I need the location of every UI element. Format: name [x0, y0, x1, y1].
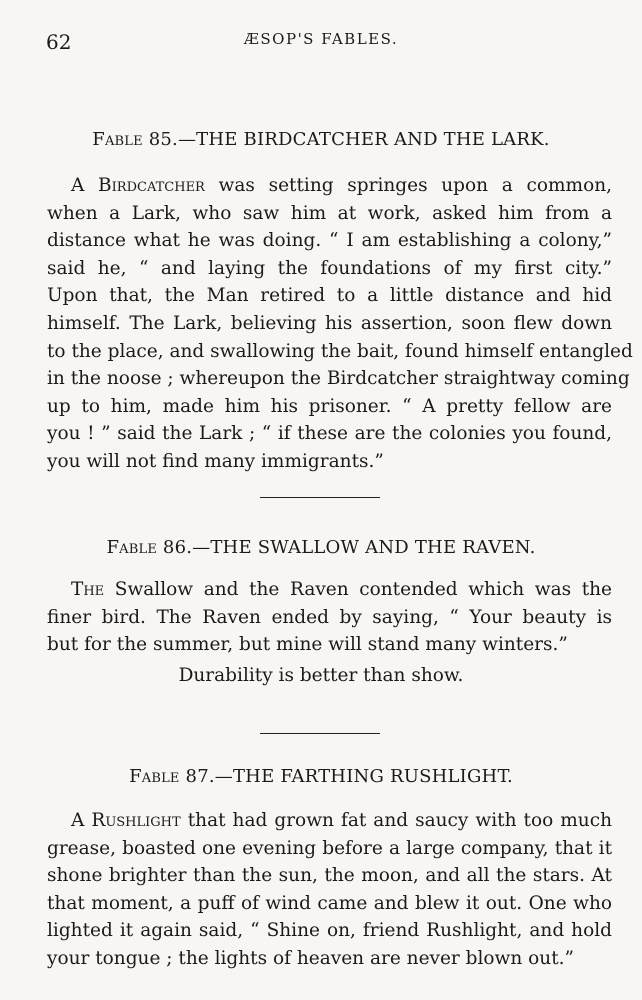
fable-label: Fable 85. — [92, 129, 178, 150]
fable-86-text — [47, 576, 612, 659]
fable-85-title — [0, 129, 642, 150]
text-line: A Birdcatcher was setting springes upon a common, — [71, 175, 613, 196]
fable-86-title — [0, 537, 642, 558]
text-line: Upon that, the Man retired to a little distance and hid — [47, 285, 612, 307]
fable-title-text: —THE FARTHING RUSHLIGHT. — [214, 766, 513, 787]
text-line: distance what he was doing. “ I am establishing a colony,” — [47, 230, 612, 252]
fable-86-moral: Durability is better than show. — [178, 665, 464, 686]
text-line: finer bird. The Raven ended by saying, “ Your beauty is — [47, 606, 612, 628]
running-title: ÆSOP'S FABLES. — [243, 30, 399, 48]
fable-title-text: —THE BIRDCATCHER AND THE LARK. — [177, 129, 550, 150]
text-line: in the noose ; whereupon the Birdcatcher straightway coming — [47, 368, 630, 390]
section-divider — [260, 497, 380, 498]
text-line: shone brighter than the sun, the moon, and all the stars. At — [47, 865, 612, 887]
text-line: but for the summer, but mine will stand many winters.” — [47, 634, 568, 656]
fable-87-title — [0, 766, 642, 787]
lead-words: The — [71, 579, 105, 600]
text-line: grease, boasted one evening before a large company, that it — [47, 837, 612, 859]
lead-words: A Birdcatcher — [71, 175, 205, 196]
text-line: lighted it again said, “ Shine on, friend Rushlight, and hold — [47, 920, 612, 942]
fable-title-text: —THE SWALLOW AND THE RAVEN. — [192, 537, 536, 558]
text-line: when a Lark, who saw him at work, asked him from a — [47, 202, 612, 224]
fable-87-text — [47, 807, 612, 973]
fable-label: Fable 86. — [106, 537, 193, 558]
text-line: The Swallow and the Raven contended which was the — [71, 579, 612, 600]
page-number: 62 — [46, 30, 72, 54]
page-header — [46, 30, 596, 54]
lead-words: A Rushlight — [71, 810, 181, 831]
text-line: to the place, and swallowing the bait, found himself entangled — [47, 340, 633, 362]
text-line: himself. The Lark, believing his assertion, soon flew down — [47, 312, 612, 334]
section-divider — [260, 733, 380, 734]
text-line: up to him, made him his prisoner. “ A pretty fellow are — [47, 395, 612, 417]
fable-85-text — [47, 172, 633, 476]
text-line: that moment, a puff of wind came and blew it out. One who — [47, 892, 612, 914]
text-line: A Rushlight that had grown fat and saucy with too much — [71, 810, 613, 831]
text-line: your tongue ; the lights of heaven are never blown out.” — [47, 947, 574, 969]
text-line: you will not find many immigrants.” — [47, 450, 384, 472]
text-line: said he, “ and laying the foundations of my first city.” — [47, 257, 612, 279]
fable-label: Fable 87. — [129, 766, 215, 787]
text-line: you ! ” said the Lark ; “ if these are the colonies you found, — [47, 423, 612, 445]
